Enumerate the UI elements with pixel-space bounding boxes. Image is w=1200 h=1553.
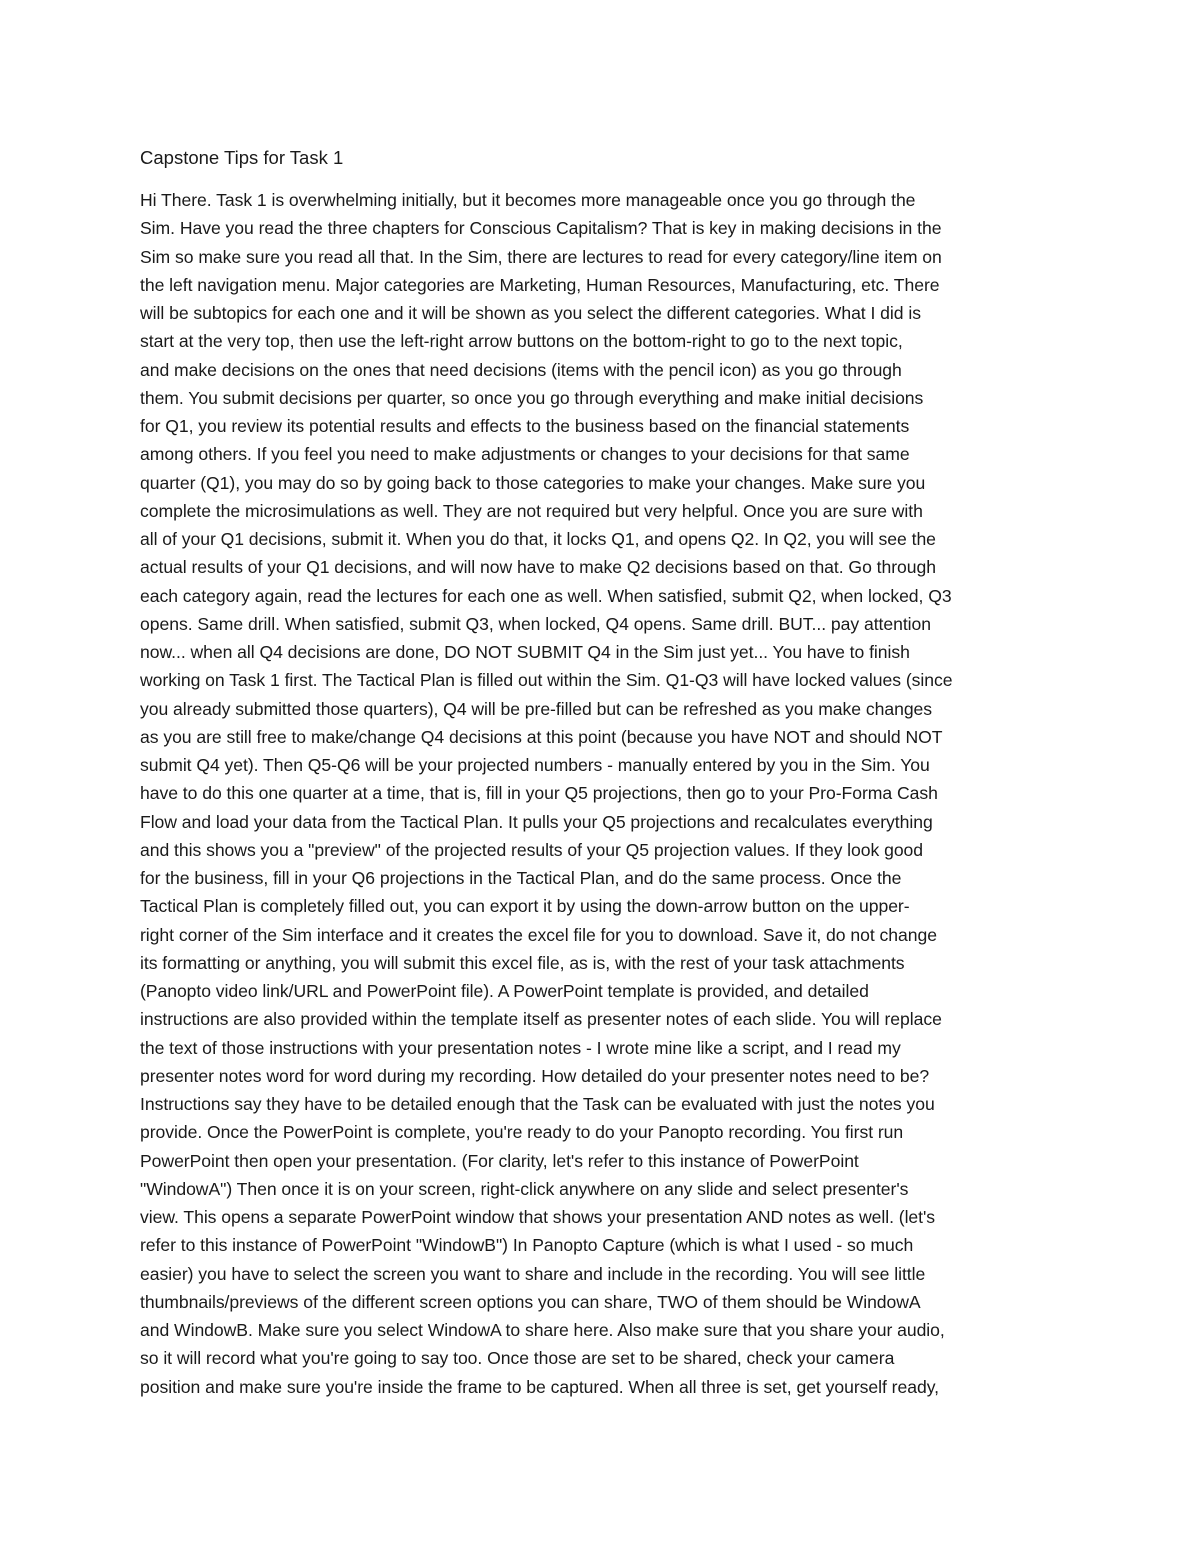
body-text-line: start at the very top, then use the left-right arrow buttons on the bottom-right to go to the next topic, <box>140 331 903 352</box>
body-text-line: working on Task 1 first. The Tactical Plan is filled out within the Sim. Q1-Q3 will have locked values (since <box>140 670 953 691</box>
body-text-line: opens. Same drill. When satisfied, submit Q3, when locked, Q4 opens. Same drill. BUT... pay attention <box>140 613 932 634</box>
body-text-line: view. This opens a separate PowerPoint window that shows your presentation AND notes as well. (let's <box>140 1207 936 1227</box>
body-text-line: right corner of the Sim interface and it creates the excel file for you to download. Save it, do not change <box>140 924 937 945</box>
body-text-line: and make decisions on the ones that need decisions (items with the pencil icon) as you go through <box>140 359 902 380</box>
body-text-line: among others. If you feel you need to make adjustments or changes to your decisions for that same <box>140 444 910 465</box>
body-text-line: provide. Once the PowerPoint is complete, you're ready to do your Panopto recording. You first run <box>140 1122 904 1143</box>
body-text-line: quarter (Q1), you may do so by going back to those categories to make your changes. Make sure you <box>140 472 926 493</box>
body-text-line: Instructions say they have to be detailed enough that the Task can be evaluated with just the notes you <box>140 1094 935 1114</box>
body-text-line: now... when all Q4 decisions are done, DO NOT SUBMIT Q4 in the Sim just yet... You have to finish <box>140 642 910 662</box>
body-text-line: all of your Q1 decisions, submit it. When you do that, it locks Q1, and opens Q2. In Q2, you will see the <box>140 529 936 549</box>
body-text-line: for Q1, you review its potential results and effects to the business based on the financial statements <box>140 416 910 436</box>
body-text-line: them. You submit decisions per quarter, so once you go through everything and make initial decisions <box>140 387 924 408</box>
body-text-line: the left navigation menu. Major categories are Marketing, Human Resources, Manufacturing, etc. There <box>140 274 940 295</box>
body-text-line: position and make sure you're inside the frame to be captured. When all three is set, get yourself ready, <box>140 1376 939 1397</box>
body-text-line: so it will record what you're going to say too. Once those are set to be shared, check your camera <box>140 1348 895 1369</box>
body-text-line: presenter notes word for word during my recording. How detailed do your presenter notes need to be? <box>140 1065 930 1086</box>
body-text-line: as you are still free to make/change Q4 decisions at this point (because you have NOT and should NOT <box>140 726 943 747</box>
body-text-line: Sim. Have you read the three chapters for Conscious Capitalism? That is key in making decisions in the <box>140 218 942 239</box>
document-title: Capstone Tips for Task 1 <box>140 147 344 168</box>
body-text-line: will be subtopics for each one and it will be shown as you select the different categories. What I did is <box>140 303 921 323</box>
body-text-line: Sim so make sure you read all that. In the Sim, there are lectures to read for every category/line item on <box>140 246 942 267</box>
body-text-line: complete the microsimulations as well. They are not required but very helpful. Once you are sure with <box>140 500 923 521</box>
body-text-line: actual results of your Q1 decisions, and will now have to make Q2 decisions based on that. Go through <box>140 557 936 578</box>
body-text-line: "WindowA") Then once it is on your screen, right-click anywhere on any slide and select presenter's <box>140 1178 909 1199</box>
body-text-line: you already submitted those quarters), Q4 will be pre-filled but can be refreshed as you make changes <box>140 698 933 719</box>
body-text-line: (Panopto video link/URL and PowerPoint file). A PowerPoint template is provided, and detailed <box>140 981 869 1001</box>
body-text-line: Hi There. Task 1 is overwhelming initially, but it becomes more manageable once you go through the <box>140 190 916 210</box>
body-text-line: each category again, read the lectures for each one as well. When satisfied, submit Q2, when locked, Q3 <box>140 585 952 606</box>
body-text-line: its formatting or anything, you will submit this excel file, as is, with the rest of your task attachments <box>140 952 905 973</box>
body-text-line: thumbnails/previews of the different screen options you can share, TWO of them should be WindowA <box>140 1291 921 1312</box>
body-text-line: Tactical Plan is completely filled out, you can export it by using the down-arrow button on the upper- <box>140 896 910 917</box>
document-body <box>140 186 1065 1401</box>
body-text-line: easier) you have to select the screen you want to share and include in the recording. You will see little <box>140 1263 926 1284</box>
body-text-line: for the business, fill in your Q6 projections in the Tactical Plan, and do the same process. Once the <box>140 868 902 888</box>
body-text-line: and WindowB. Make sure you select WindowA to share here. Also make sure that you share your audio, <box>140 1320 945 1340</box>
body-text-line: have to do this one quarter at a time, that is, fill in your Q5 projections, then go to your Pro-Forma Cash <box>140 783 938 804</box>
body-text-line: submit Q4 yet). Then Q5-Q6 will be your projected numbers - manually entered by you in the Sim. You <box>140 755 930 775</box>
body-text-line: PowerPoint then open your presentation. (For clarity, let's refer to this instance of PowerPoint <box>140 1150 859 1171</box>
body-text-line: the text of those instructions with your presentation notes - I wrote mine like a script, and I read my <box>140 1037 901 1058</box>
body-text-line: instructions are also provided within the template itself as presenter notes of each slide. You will replace <box>140 1009 942 1030</box>
body-text-line: and this shows you a "preview" of the projected results of your Q5 projection values. If they look good <box>140 839 924 860</box>
body-text-line: Flow and load your data from the Tactical Plan. It pulls your Q5 projections and recalculates everything <box>140 811 933 832</box>
body-text-line: refer to this instance of PowerPoint "WindowB") In Panopto Capture (which is what I used - so much <box>140 1235 914 1256</box>
